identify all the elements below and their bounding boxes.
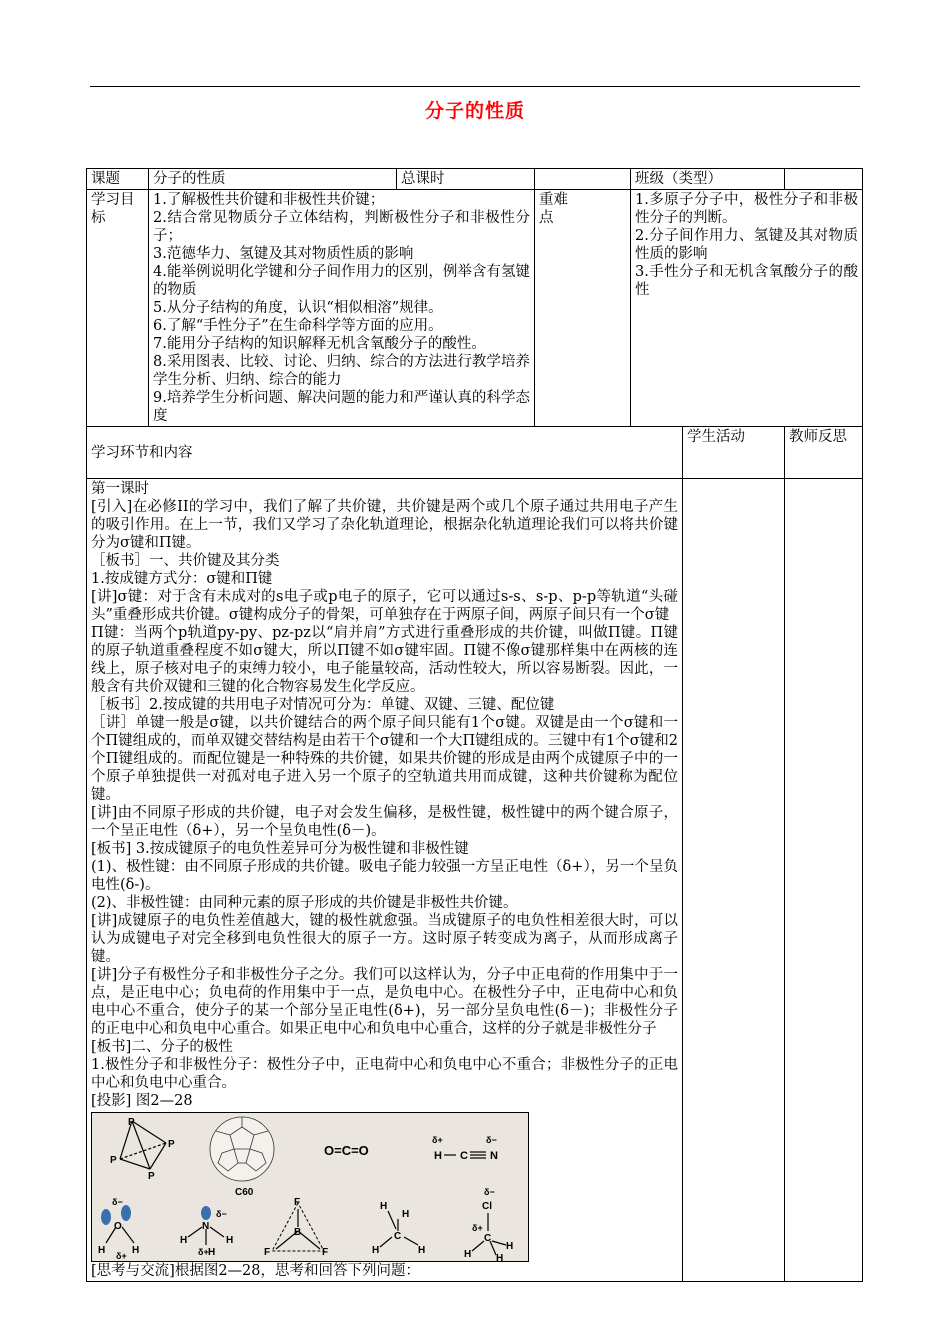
svg-text:H: H xyxy=(132,1245,140,1256)
difficulty-item: 3.手性分子和无机含氧酸分子的酸性 xyxy=(635,264,858,298)
svg-text:H: H xyxy=(418,1245,426,1256)
label-n: N xyxy=(490,1150,498,1162)
label-p: P xyxy=(148,1171,155,1182)
class-value xyxy=(785,169,863,190)
c60-molecule xyxy=(210,1117,274,1181)
svg-text:Cl: Cl xyxy=(482,1201,492,1212)
goal-item: 3.范德华力、氢键及其对物质性质的影响 xyxy=(153,246,414,262)
label-p: P xyxy=(168,1139,175,1150)
goal-item: 2.结合常见物质分子立体结构，判断极性分子和非极性分子； xyxy=(153,210,530,244)
lesson-number: 第一课时 xyxy=(91,481,149,497)
goal-item: 5.从分子结构的角度，认识“相似相溶”规律。 xyxy=(153,300,443,316)
label-co2: O=C=O xyxy=(324,1143,369,1158)
svg-text:H: H xyxy=(496,1253,504,1261)
lesson-plan-table xyxy=(86,168,863,1282)
content-paragraph: [讲]成键原子的电负性差值越大，键的极性就愈强。当成键原子的电负性相差很大时，可以认为成键电子对完全移到电负性很大的原子一方。这时原子转变成为离子，从而形成离子键。 xyxy=(91,913,678,965)
nh3-molecule xyxy=(180,1206,233,1258)
svg-text:O: O xyxy=(114,1221,122,1232)
content-paragraph: ［讲］单键一般是σ键，以共价键结合的两个原子间只能有1个σ键。双键是由一个σ键和一个Π键组成的，而单双键交替结构是由若干个σ键和一个大Π键组成的。三键中有1个σ键和2个Π键组成的。而配位键是一种特殊的共价键，如果共价键的形成是由两个成键原子中的一个原子单独提供一对孤对电子进入另一个原子的空轨道共用而成键，这种共价键称为配位键。 xyxy=(91,715,678,803)
svg-text:F: F xyxy=(294,1197,301,1208)
content-paragraph: [引入]在必修II的学习中，我们了解了共价键，共价键是两个或几个原子通过共用电子产生的吸引作用。在上一节，我们又学习了杂化轨道理论，根据杂化轨道理论我们可以将共价键分为σ键和Π键。 xyxy=(91,499,678,551)
content-paragraph: 1.极性分子和非极性分子：极性分子中，正电荷中心和负电中心不重合；非极性分子的正电中心和负电中心重合。 xyxy=(91,1057,678,1091)
label-delta-minus: δ− xyxy=(486,1135,497,1145)
teacher-reflection-header: 教师反思 xyxy=(785,427,863,479)
p4-molecule xyxy=(120,1121,166,1169)
student-activity-cell xyxy=(683,479,785,1282)
student-activity-header: 学生活动 xyxy=(683,427,785,479)
svg-text:B: B xyxy=(294,1227,302,1238)
h2o-molecule xyxy=(98,1197,139,1261)
goals-list xyxy=(149,190,535,427)
class-label: 班级（类型） xyxy=(631,169,785,190)
goals-label: 学习目标 xyxy=(87,190,149,427)
svg-text:H: H xyxy=(180,1235,188,1246)
label-c60: C60 xyxy=(235,1187,254,1198)
ch3cl-molecule xyxy=(464,1187,513,1261)
hours-value xyxy=(535,169,631,190)
svg-text:H: H xyxy=(208,1247,216,1258)
svg-text:H: H xyxy=(372,1245,380,1256)
svg-text:δ−: δ− xyxy=(484,1187,495,1197)
molecule-figure xyxy=(91,1112,529,1262)
bf3-molecule xyxy=(264,1197,328,1258)
content-paragraph: [思考与交流]根据图2—28，思考和回答下列问题： xyxy=(91,1263,420,1279)
goal-item: 4.能举例说明化学键和分子间作用力的区别，例举含有氢键的物质 xyxy=(153,264,530,298)
content-paragraph: (1)、极性键：由不同原子形成的共价键。吸电子能力较强一方呈正电性（δ+），另一个呈负电性(δ-)。 xyxy=(91,859,678,893)
svg-text:H: H xyxy=(380,1201,388,1212)
svg-text:δ+: δ+ xyxy=(198,1247,209,1257)
difficulty-label: 重难点 xyxy=(535,190,631,427)
label-c: C xyxy=(460,1150,468,1162)
content-paragraph: [投影] 图2—28 xyxy=(91,1093,193,1109)
content-paragraph: ［板书］2.按成键的共用电子对情况可分为：单键、双键、三键、配位键 xyxy=(91,697,555,713)
svg-text:δ+: δ+ xyxy=(472,1223,483,1233)
svg-text:N: N xyxy=(202,1221,210,1232)
svg-text:C: C xyxy=(394,1231,402,1242)
content-paragraph: 1.按成键方式分：σ键和Π键 xyxy=(91,571,273,587)
molecule-figure-drawing xyxy=(92,1113,528,1261)
svg-text:H: H xyxy=(402,1209,410,1220)
difficulty-list xyxy=(631,190,863,427)
svg-text:δ−: δ− xyxy=(112,1197,123,1207)
svg-text:δ−: δ− xyxy=(216,1209,227,1219)
content-paragraph: [板书]二、分子的极性 xyxy=(91,1039,233,1055)
svg-text:H: H xyxy=(226,1235,234,1246)
difficulty-item: 2.分子间作用力、氢键及其对物质性质的影响 xyxy=(635,228,858,262)
svg-text:H: H xyxy=(506,1241,514,1252)
label-p: P xyxy=(128,1117,135,1128)
content-paragraph: (2)、非极性键：由同种元素的原子形成的共价键是非极性共价键。 xyxy=(91,895,518,911)
hours-label: 总课时 xyxy=(397,169,535,190)
svg-text:H: H xyxy=(464,1249,472,1260)
topic-label: 课题 xyxy=(87,169,149,190)
content-paragraph: Π键：当两个p轨道py-py、pz-pz以“肩并肩”方式进行重叠形成的共价键，叫做Π键。Π键的原子轨道重叠程度不如σ键大，所以Π键不如σ键牢固。Π键不像σ键那样集中在两核的连线上，原子核对电子的束缚力较小，电子能量较高，活动性较大，所以容易断裂。因此，一般含有共价双键和三键的化合物容易发生化学反应。 xyxy=(91,625,678,695)
goal-item: 6.了解“手性分子”在生命科学等方面的应用。 xyxy=(153,318,443,334)
topic-value: 分子的性质 xyxy=(149,169,397,190)
goal-item: 7.能用分子结构的知识解释无机含氧酸分子的酸性。 xyxy=(153,336,486,352)
ch4-molecule xyxy=(372,1201,425,1256)
svg-text:δ+: δ+ xyxy=(116,1251,127,1261)
svg-text:F: F xyxy=(264,1247,271,1258)
label-delta-plus: δ+ xyxy=(432,1135,443,1145)
goal-item: 1.了解极性共价键和非极性共价键； xyxy=(153,192,385,208)
svg-text:F: F xyxy=(322,1247,329,1258)
page-title: 分子的性质 xyxy=(424,100,525,122)
label-p: P xyxy=(110,1155,117,1166)
content-paragraph: [讲]分子有极性分子和非极性分子之分。我们可以这样认为，分子中正电荷的作用集中于一点，是正电中心；负电荷的作用集中于一点，是负电中心。在极性分子中，正电荷中心和负电中心不重合，使分子的某一个部分呈正电性(δ+)，另一部分呈负电性(δ－)；非极性分子的正电中心和负电中心重合。如果正电中心和负电中心重合，这样的分子就是非极性分子 xyxy=(91,967,678,1037)
label-h: H xyxy=(434,1150,442,1162)
content-paragraph: [板书] 3.按成键原子的电负性差异可分为极性键和非极性键 xyxy=(91,841,469,857)
content-header: 学习环节和内容 xyxy=(87,427,683,479)
goal-item: 9.培养学生分析问题、解决问题的能力和严谨认真的科学态度 xyxy=(153,390,530,424)
svg-text:C: C xyxy=(484,1233,492,1244)
content-paragraph: ［板书］一、共价键及其分类 xyxy=(91,553,280,569)
difficulty-item: 1.多原子分子中，极性分子和非极性分子的判断。 xyxy=(635,192,858,226)
teacher-reflection-cell xyxy=(785,479,863,1282)
content-paragraph: [讲]由不同原子形成的共价键，电子对会发生偏移，是极性键，极性键中的两个键合原子，一个呈正电性（δ+），另一个呈负电性(δ－)。 xyxy=(91,805,678,839)
svg-text:H: H xyxy=(98,1245,106,1256)
goal-item: 8.采用图表、比较、讨论、归纳、综合的方法进行教学培养学生分析、归纳、综合的能力 xyxy=(153,354,530,388)
lesson-content xyxy=(87,479,683,1282)
content-paragraph: [讲]σ键：对于含有未成对的s电子或p电子的原子，它可以通过s-s、s-p、p-p等轨道“头碰头”重叠形成共价键。σ键构成分子的骨架，可单独存在于两原子间，两原子间只有一个σ键 xyxy=(91,589,678,623)
top-rule xyxy=(90,86,860,87)
